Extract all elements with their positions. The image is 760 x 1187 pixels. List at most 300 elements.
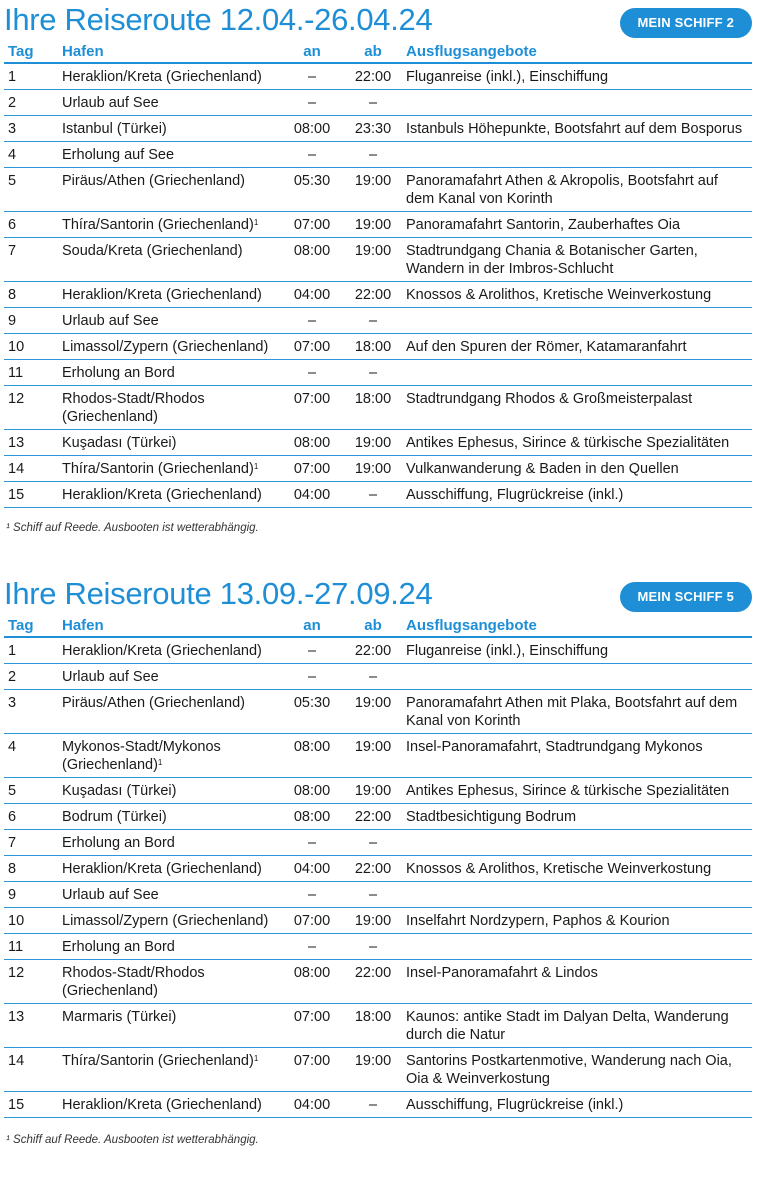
cell-tag <box>4 664 58 690</box>
cell-ausflug <box>402 456 752 482</box>
cell-hafen-text: Heraklion/Kreta (Griechenland) <box>62 643 262 659</box>
cell-hafen <box>58 212 280 238</box>
cell-ausflug <box>402 1092 752 1118</box>
cell-tag-text: 15 <box>8 1097 25 1113</box>
cell-hafen-text: Erholung an Bord <box>62 365 175 381</box>
cell-tag-text: 7 <box>8 835 17 851</box>
route-title: Ihre Reiseroute 13.09.-27.09.24 <box>4 576 433 611</box>
cell-tag <box>4 734 58 778</box>
cell-ab-text: – <box>368 313 378 329</box>
cell-ab <box>344 664 402 690</box>
cell-hafen <box>58 360 280 386</box>
cell-ab-text: – <box>368 487 378 503</box>
cell-tag-text: 8 <box>8 287 17 303</box>
cell-ab <box>344 830 402 856</box>
table-row <box>4 430 752 456</box>
cell-tag <box>4 334 58 360</box>
cell-tag-text: 13 <box>8 1009 25 1025</box>
cell-an-text: – <box>307 365 317 381</box>
cell-ab-text: 22:00 <box>354 861 392 877</box>
cell-ab <box>344 116 402 142</box>
cell-ab-text: 22:00 <box>354 643 392 659</box>
cell-ab <box>344 212 402 238</box>
cell-ab <box>344 734 402 778</box>
table-row <box>4 90 752 116</box>
cell-ausflug <box>402 360 752 386</box>
table-row <box>4 804 752 830</box>
cell-an-text: 05:30 <box>293 173 331 189</box>
cell-ab <box>344 90 402 116</box>
cell-an-text: 07:00 <box>293 1053 331 1069</box>
cell-hafen <box>58 830 280 856</box>
cell-hafen-text: Urlaub auf See <box>62 313 159 329</box>
cell-an <box>280 637 344 664</box>
cell-ausflug-text: Fluganreise (inkl.), Einschiffung <box>406 643 609 659</box>
cell-an-text: – <box>307 835 317 851</box>
cell-ab-text: 19:00 <box>354 913 392 929</box>
cell-ausflug-text: Stadtrundgang Rhodos & Großmeisterpalast <box>406 391 693 407</box>
cell-hafen-text: Heraklion/Kreta (Griechenland) <box>62 487 262 503</box>
cell-ab-text: – <box>368 1097 378 1113</box>
cell-ausflug <box>402 282 752 308</box>
cell-ausflug-text: Stadtrundgang Chania & Botanischer Garten, Wandern in der Imbros-Schlucht <box>406 243 698 277</box>
cell-ausflug <box>402 908 752 934</box>
cell-hafen-text: Erholung auf See <box>62 147 175 163</box>
cell-tag-text: 5 <box>8 173 17 189</box>
cell-hafen <box>58 664 280 690</box>
header-tag: Tag <box>4 40 58 63</box>
cell-hafen-text: Marmaris (Türkei) <box>62 1009 177 1025</box>
cell-tag <box>4 63 58 90</box>
cell-hafen-text: Erholung an Bord <box>62 939 175 955</box>
cell-tag <box>4 1004 58 1048</box>
cell-ab <box>344 690 402 734</box>
cell-tag <box>4 238 58 282</box>
footnote-marker: 1 <box>253 218 259 227</box>
cell-an-text: 07:00 <box>293 217 331 233</box>
cell-ausflug <box>402 308 752 334</box>
cell-ausflug-text: Santorins Postkartenmotive, Wanderung nach Oia, Oia & Weinverkostung <box>406 1053 732 1087</box>
table-row <box>4 960 752 1004</box>
cell-ausflug <box>402 664 752 690</box>
table-row <box>4 637 752 664</box>
cell-ab <box>344 456 402 482</box>
cell-ab <box>344 778 402 804</box>
cell-ab-text: 19:00 <box>354 695 392 711</box>
cell-an <box>280 308 344 334</box>
cell-ab <box>344 882 402 908</box>
cell-ab <box>344 1048 402 1092</box>
cell-ab-text: 19:00 <box>354 217 392 233</box>
cell-an <box>280 334 344 360</box>
cell-tag <box>4 456 58 482</box>
cell-tag-text: 3 <box>8 121 17 137</box>
cell-hafen-text: Rhodos-Stadt/Rhodos (Griechenland) <box>62 965 205 999</box>
table-row <box>4 212 752 238</box>
cell-ab-text: – <box>368 669 378 685</box>
table-row <box>4 482 752 508</box>
cell-ab-text: 18:00 <box>354 391 392 407</box>
cell-tag <box>4 908 58 934</box>
cell-tag-text: 13 <box>8 435 25 451</box>
table-row <box>4 882 752 908</box>
cell-ab-text: – <box>368 147 378 163</box>
cell-tag-text: 9 <box>8 887 17 903</box>
cell-tag-text: 2 <box>8 669 17 685</box>
cell-ab-text: 22:00 <box>354 809 392 825</box>
cell-ausflug <box>402 1048 752 1092</box>
cell-tag <box>4 830 58 856</box>
header-ab: ab <box>344 614 402 637</box>
cell-ausflug-text: Insel-Panoramafahrt, Stadtrundgang Mykonos <box>406 739 703 755</box>
cell-ab <box>344 934 402 960</box>
cell-hafen <box>58 960 280 1004</box>
cell-hafen <box>58 282 280 308</box>
cell-hafen-text: Bodrum (Türkei) <box>62 809 167 825</box>
cell-an-text: – <box>307 313 317 329</box>
cell-hafen-text: Heraklion/Kreta (Griechenland) <box>62 287 262 303</box>
cell-ab <box>344 908 402 934</box>
cell-ab-text: 19:00 <box>354 1053 392 1069</box>
cell-tag <box>4 882 58 908</box>
table-header-row <box>4 614 752 637</box>
table-row <box>4 282 752 308</box>
cell-ausflug-text: Vulkanwanderung & Baden in den Quellen <box>406 461 679 477</box>
cell-tag <box>4 90 58 116</box>
cell-an-text: 08:00 <box>293 783 331 799</box>
cell-tag-text: 14 <box>8 461 25 477</box>
table-row <box>4 238 752 282</box>
table-row <box>4 856 752 882</box>
cell-tag <box>4 282 58 308</box>
cell-hafen <box>58 116 280 142</box>
header-an: an <box>280 40 344 63</box>
cell-ab-text: 22:00 <box>354 965 392 981</box>
cell-ausflug-text: Panoramafahrt Athen & Akropolis, Bootsfahrt auf dem Kanal von Korinth <box>406 173 718 207</box>
cell-hafen-text: Urlaub auf See <box>62 669 159 685</box>
cell-hafen <box>58 908 280 934</box>
cell-ab <box>344 482 402 508</box>
cell-ab <box>344 430 402 456</box>
cell-hafen <box>58 856 280 882</box>
cell-tag-text: 15 <box>8 487 25 503</box>
cell-hafen <box>58 63 280 90</box>
cell-hafen-text: Istanbul (Türkei) <box>62 121 167 137</box>
cell-an-text: 07:00 <box>293 461 331 477</box>
itinerary-table <box>4 614 752 1118</box>
header-ab: ab <box>344 40 402 63</box>
header-hafen: Hafen <box>58 614 280 637</box>
cell-ausflug-text: Fluganreise (inkl.), Einschiffung <box>406 69 609 85</box>
cell-ab-text: – <box>368 95 378 111</box>
cell-ab-text: – <box>368 939 378 955</box>
cell-an-text: 08:00 <box>293 739 331 755</box>
cell-hafen-text: Limassol/Zypern (Griechenland) <box>62 339 269 355</box>
cell-an-text: 07:00 <box>293 339 331 355</box>
table-row <box>4 664 752 690</box>
cell-an <box>280 908 344 934</box>
cell-ausflug <box>402 960 752 1004</box>
cell-ausflug <box>402 386 752 430</box>
cell-tag-text: 10 <box>8 339 25 355</box>
cell-ab-text: – <box>368 365 378 381</box>
cell-tag-text: 1 <box>8 643 17 659</box>
cell-tag <box>4 690 58 734</box>
cell-an <box>280 934 344 960</box>
cell-an-text: – <box>307 669 317 685</box>
itinerary-table <box>4 40 752 508</box>
cell-ausflug-text: Knossos & Arolithos, Kretische Weinverkostung <box>406 861 712 877</box>
cell-an <box>280 430 344 456</box>
cell-ausflug-text: Antikes Ephesus, Sirince & türkische Spezialitäten <box>406 435 730 451</box>
cell-an-text: 07:00 <box>293 391 331 407</box>
cell-ausflug <box>402 734 752 778</box>
cell-ausflug <box>402 1004 752 1048</box>
ship-badge: MEIN SCHIFF 2 <box>620 8 753 38</box>
cell-an-text: – <box>307 887 317 903</box>
table-header-row <box>4 40 752 63</box>
cell-hafen-text: Piräus/Athen (Griechenland) <box>62 695 245 711</box>
cell-an <box>280 212 344 238</box>
cell-an-text: 05:30 <box>293 695 331 711</box>
cell-an <box>280 856 344 882</box>
cell-hafen-text: Limassol/Zypern (Griechenland) <box>62 913 269 929</box>
cell-hafen <box>58 90 280 116</box>
footnote-marker: 1 <box>253 462 259 471</box>
cell-tag-text: 2 <box>8 95 17 111</box>
table-row <box>4 386 752 430</box>
table-row <box>4 334 752 360</box>
cell-an <box>280 386 344 430</box>
cell-ausflug-text: Stadtbesichtigung Bodrum <box>406 809 577 825</box>
cell-ausflug <box>402 430 752 456</box>
table-row <box>4 1092 752 1118</box>
cell-ab-text: – <box>368 887 378 903</box>
cell-tag <box>4 430 58 456</box>
cell-ausflug <box>402 778 752 804</box>
cell-ausflug-text: Auf den Spuren der Römer, Katamaranfahrt <box>406 339 687 355</box>
cell-hafen <box>58 238 280 282</box>
cell-an <box>280 960 344 1004</box>
cell-hafen-text: Heraklion/Kreta (Griechenland) <box>62 861 262 877</box>
cell-an <box>280 282 344 308</box>
cell-ausflug <box>402 856 752 882</box>
cell-hafen-text: Kuşadası (Türkei) <box>62 435 177 451</box>
cell-tag-text: 8 <box>8 861 17 877</box>
cell-ausflug <box>402 882 752 908</box>
footnote: ¹ Schiff auf Reede. Ausbooten ist wetterabhängig. <box>6 522 259 534</box>
cell-tag <box>4 1048 58 1092</box>
cell-tag-text: 11 <box>8 939 24 955</box>
table-row <box>4 456 752 482</box>
cell-an <box>280 168 344 212</box>
cell-ab-text: 18:00 <box>354 339 392 355</box>
cell-tag <box>4 482 58 508</box>
cell-ausflug <box>402 637 752 664</box>
cell-tag <box>4 1092 58 1118</box>
cell-ab <box>344 282 402 308</box>
cell-an <box>280 90 344 116</box>
cell-an-text: 07:00 <box>293 913 331 929</box>
cell-ab <box>344 63 402 90</box>
cell-tag <box>4 856 58 882</box>
cell-hafen-text: Piräus/Athen (Griechenland) <box>62 173 245 189</box>
cell-an <box>280 804 344 830</box>
ship-badge: MEIN SCHIFF 5 <box>620 582 753 612</box>
cell-hafen <box>58 1048 280 1092</box>
cell-hafen <box>58 734 280 778</box>
cell-ausflug <box>402 142 752 168</box>
cell-ausflug <box>402 482 752 508</box>
cell-tag <box>4 960 58 1004</box>
cell-hafen-text: Urlaub auf See <box>62 95 159 111</box>
cell-tag <box>4 168 58 212</box>
cell-ausflug-text: Inselfahrt Nordzypern, Paphos & Kourion <box>406 913 670 929</box>
cell-hafen-text: Thíra/Santorin (Griechenland) <box>62 461 254 477</box>
cell-an <box>280 830 344 856</box>
cell-tag <box>4 142 58 168</box>
cell-tag <box>4 308 58 334</box>
cell-ausflug <box>402 90 752 116</box>
table-row <box>4 1048 752 1092</box>
cell-hafen <box>58 456 280 482</box>
table-row <box>4 168 752 212</box>
header-hafen: Hafen <box>58 40 280 63</box>
cell-hafen-text: Souda/Kreta (Griechenland) <box>62 243 243 259</box>
cell-ab-text: 23:30 <box>354 121 392 137</box>
cell-an <box>280 482 344 508</box>
cell-hafen <box>58 804 280 830</box>
cell-tag <box>4 804 58 830</box>
cell-an <box>280 142 344 168</box>
cell-ausflug-text: Kaunos: antike Stadt im Dalyan Delta, Wanderung durch die Natur <box>406 1009 729 1043</box>
cell-an-text: 08:00 <box>293 435 331 451</box>
cell-ab <box>344 1004 402 1048</box>
cell-ausflug-text: Panoramafahrt Santorin, Zauberhaftes Oia <box>406 217 681 233</box>
cell-hafen <box>58 1004 280 1048</box>
cell-ab-text: – <box>368 835 378 851</box>
cell-hafen-text: Heraklion/Kreta (Griechenland) <box>62 1097 262 1113</box>
cell-an-text: 04:00 <box>293 287 331 303</box>
table-row <box>4 830 752 856</box>
cell-tag-text: 10 <box>8 913 25 929</box>
cell-hafen <box>58 637 280 664</box>
cell-an <box>280 1048 344 1092</box>
cell-tag-text: 11 <box>8 365 24 381</box>
cell-ab <box>344 334 402 360</box>
cell-hafen-text: Thíra/Santorin (Griechenland) <box>62 1053 254 1069</box>
cell-an <box>280 882 344 908</box>
table-row <box>4 690 752 734</box>
header-an: an <box>280 614 344 637</box>
header-ausflug: Ausflugsangebote <box>402 40 752 63</box>
cell-ausflug <box>402 934 752 960</box>
table-row <box>4 778 752 804</box>
cell-tag-text: 9 <box>8 313 17 329</box>
cell-ab <box>344 804 402 830</box>
cell-hafen <box>58 334 280 360</box>
cell-hafen-text: Heraklion/Kreta (Griechenland) <box>62 69 262 85</box>
footnote-marker: 1 <box>253 1054 259 1063</box>
cell-ausflug-text: Ausschiffung, Flugrückreise (inkl.) <box>406 1097 624 1113</box>
cell-tag-text: 12 <box>8 391 25 407</box>
cell-ausflug <box>402 116 752 142</box>
cell-tag <box>4 934 58 960</box>
table-row <box>4 734 752 778</box>
cell-tag-text: 6 <box>8 809 17 825</box>
cell-ab <box>344 360 402 386</box>
cell-an <box>280 778 344 804</box>
header-tag: Tag <box>4 614 58 637</box>
cell-hafen-text: Kuşadası (Türkei) <box>62 783 177 799</box>
cell-hafen-text: Urlaub auf See <box>62 887 159 903</box>
cell-ausflug-text: Panoramafahrt Athen mit Plaka, Bootsfahrt auf dem Kanal von Korinth <box>406 695 738 729</box>
cell-hafen-text: Thíra/Santorin (Griechenland) <box>62 217 254 233</box>
cell-hafen <box>58 142 280 168</box>
itinerary-body <box>4 637 752 1118</box>
cell-an <box>280 63 344 90</box>
cell-an <box>280 690 344 734</box>
cell-an <box>280 116 344 142</box>
cell-an <box>280 456 344 482</box>
cell-an-text: 08:00 <box>293 809 331 825</box>
cell-ab-text: 19:00 <box>354 243 392 259</box>
cell-an <box>280 238 344 282</box>
table-row <box>4 908 752 934</box>
cell-ausflug <box>402 334 752 360</box>
cell-an-text: 04:00 <box>293 861 331 877</box>
cell-ausflug-text: Knossos & Arolithos, Kretische Weinverkostung <box>406 287 712 303</box>
cell-an-text: – <box>307 643 317 659</box>
cell-an-text: 08:00 <box>293 965 331 981</box>
table-row <box>4 116 752 142</box>
cell-ausflug <box>402 830 752 856</box>
cell-tag-text: 12 <box>8 965 25 981</box>
cell-ab-text: 22:00 <box>354 69 392 85</box>
cell-ab-text: 19:00 <box>354 173 392 189</box>
cell-an <box>280 734 344 778</box>
cell-ausflug <box>402 804 752 830</box>
cell-tag-text: 4 <box>8 739 17 755</box>
cell-ab <box>344 960 402 1004</box>
cell-an-text: 08:00 <box>293 243 331 259</box>
cell-tag <box>4 637 58 664</box>
cell-ab-text: 22:00 <box>354 287 392 303</box>
cell-an <box>280 664 344 690</box>
cell-tag-text: 14 <box>8 1053 25 1069</box>
cell-ab-text: 19:00 <box>354 783 392 799</box>
cell-ausflug <box>402 63 752 90</box>
cell-ausflug <box>402 212 752 238</box>
cell-an-text: – <box>307 69 317 85</box>
cell-ab-text: 19:00 <box>354 435 392 451</box>
cell-an <box>280 1004 344 1048</box>
cell-tag <box>4 212 58 238</box>
cell-ab-text: 19:00 <box>354 461 392 477</box>
cell-tag-text: 1 <box>8 69 17 85</box>
cell-tag <box>4 778 58 804</box>
cell-an-text: – <box>307 147 317 163</box>
table-row <box>4 360 752 386</box>
cell-tag-text: 6 <box>8 217 17 233</box>
cell-an-text: 08:00 <box>293 121 331 137</box>
cell-tag <box>4 360 58 386</box>
cell-hafen <box>58 430 280 456</box>
cell-ab <box>344 308 402 334</box>
cell-tag <box>4 386 58 430</box>
cell-hafen <box>58 482 280 508</box>
cell-tag <box>4 116 58 142</box>
